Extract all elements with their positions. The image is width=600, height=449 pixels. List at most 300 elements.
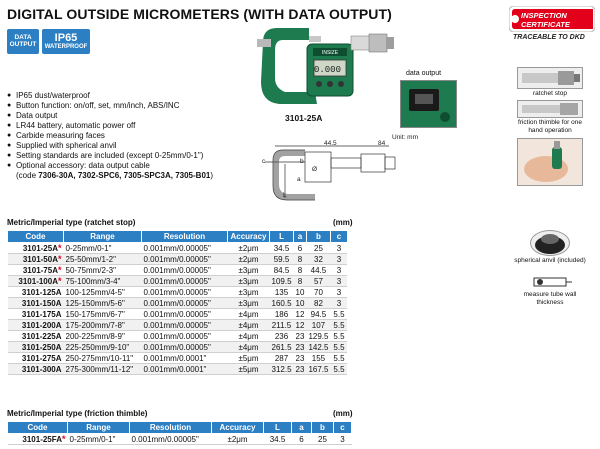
cell-L-text: 34.5	[269, 434, 286, 444]
dim-44-5: 44.5	[324, 140, 337, 147]
cell-a-text: 12	[295, 309, 305, 319]
dim-c: c	[262, 158, 266, 165]
certificate-line2: CERTIFICATE	[521, 20, 570, 29]
cell-c	[330, 243, 347, 254]
cell-b-text: 32	[314, 254, 323, 264]
col-header-resolution: Resolution	[142, 231, 228, 243]
cell-range	[64, 364, 142, 375]
cell-accuracy	[228, 309, 270, 320]
svg-text:0.000: 0.000	[313, 65, 341, 75]
col-header-code: Code	[8, 422, 68, 434]
cell-c	[330, 353, 347, 364]
table-header-row	[8, 231, 348, 243]
cell-resolution-text: 0.001mm/0.00005"	[131, 434, 199, 444]
cell-code-text: 3101-300A	[21, 364, 62, 374]
star-icon: *	[57, 243, 62, 253]
cell-accuracy-text: ±4μm	[238, 309, 259, 319]
cell-range	[64, 254, 142, 265]
col-header-a: a	[294, 231, 307, 243]
cell-range	[64, 243, 142, 254]
cell-code-text: 3101-175A	[21, 309, 62, 319]
ratchet-stop-spec-table	[7, 230, 348, 375]
cell-L	[270, 320, 294, 331]
cell-a-text: 8	[297, 276, 303, 286]
cell-accuracy	[228, 364, 270, 375]
cell-c-text: 3	[336, 265, 342, 275]
cell-range-text: 250-275mm/10-11"	[65, 353, 134, 363]
cell-a-text: 8	[297, 265, 303, 275]
feature-item: ● Data output	[7, 111, 213, 121]
cell-b	[306, 353, 330, 364]
cell-b-text: 25	[318, 434, 327, 444]
cell-accuracy-text: ±3μm	[238, 276, 259, 286]
cell-code	[8, 276, 64, 287]
table-row	[8, 331, 348, 342]
cell-L-text: 287	[274, 353, 289, 363]
cell-range	[64, 265, 142, 276]
cell-L-text: 186	[274, 309, 289, 319]
cell-L-text: 160.5	[271, 298, 292, 308]
hand-icon	[518, 139, 582, 185]
col-header-range: Range	[68, 422, 130, 434]
cell-b	[306, 342, 330, 353]
cell-code	[8, 342, 64, 353]
cell-resolution-text: 0.001mm/0.00005"	[143, 276, 211, 286]
col-header-c: c	[334, 422, 352, 434]
cell-c-text: 3	[336, 298, 342, 308]
ip65-badge-line2: WATERPROOF	[44, 44, 88, 51]
cell-L	[270, 287, 294, 298]
feature-badges	[7, 29, 90, 54]
star-icon: *	[61, 434, 66, 444]
cell-accuracy	[228, 276, 270, 287]
cell-accuracy	[228, 320, 270, 331]
cell-resolution-text: 0.001mm/0.00005"	[143, 254, 211, 264]
cell-range-text: 200-225mm/8-9"	[65, 331, 125, 341]
cell-b	[306, 298, 330, 309]
cell-range-text: 75-100mm/3-4"	[65, 276, 121, 286]
cell-c-text: 3	[336, 287, 342, 297]
certificate-line1: INSPECTION	[521, 11, 567, 20]
feature-item: ● IP65 dust/waterproof	[7, 91, 213, 101]
cell-resolution-text: 0.001mm/0.00005"	[143, 342, 211, 352]
cell-code-text: 3101-25A	[22, 244, 58, 253]
table1-unit: (mm)	[333, 218, 353, 227]
cell-resolution-text: 0.001mm/0.00005"	[143, 309, 211, 319]
certificate-line3: TRACEABLE TO DKD	[513, 34, 585, 41]
cell-a-text: 23	[295, 331, 305, 341]
cell-c	[330, 309, 347, 320]
cell-c	[330, 298, 347, 309]
table-row	[8, 364, 348, 375]
cell-c-text: 5.5	[333, 320, 345, 330]
accessory-codes-suffix: )	[210, 171, 214, 180]
col-header-b: b	[306, 231, 330, 243]
cell-range	[64, 276, 142, 287]
cell-a	[294, 298, 307, 309]
drawing-unit: Unit: mm	[392, 134, 418, 141]
feature-list	[7, 91, 213, 181]
cell-resolution	[142, 342, 228, 353]
cell-code	[8, 254, 64, 265]
cell-b	[306, 276, 330, 287]
feature-item: ● Button function: on/off, set, mm/inch, ABS/INC	[7, 101, 213, 111]
cell-resolution-text: 0.001mm/0.00005"	[143, 298, 211, 308]
cell-accuracy-text: ±5μm	[238, 364, 259, 374]
col-header-a: a	[292, 422, 312, 434]
table-row	[8, 287, 348, 298]
cell-range	[64, 353, 142, 364]
cell-range-text: 150-175mm/6-7"	[65, 309, 125, 319]
cell-a	[294, 254, 307, 265]
tube-measure-icon	[528, 274, 572, 290]
ratchet-stop-table-body	[8, 243, 348, 375]
cell-a-text: 10	[295, 298, 305, 308]
cell-code	[8, 265, 64, 276]
cell-b	[306, 243, 330, 254]
cell-accuracy-text: ±3μm	[238, 298, 259, 308]
cell-b-text: 155	[311, 353, 326, 363]
cell-accuracy	[228, 298, 270, 309]
cell-resolution-text: 0.001mm/0.00005"	[143, 243, 211, 253]
spherical-anvil-caption: spherical anvil (included)	[514, 257, 586, 264]
cell-L-text: 135	[274, 287, 289, 297]
col-header-c: c	[330, 231, 347, 243]
table-row	[8, 342, 348, 353]
cell-code-text: 3101-75A	[22, 266, 58, 275]
star-icon: *	[57, 265, 62, 275]
cell-range	[64, 342, 142, 353]
cell-code	[8, 353, 64, 364]
star-icon: *	[57, 254, 62, 264]
accessory-codes-prefix: (code	[16, 171, 39, 180]
cell-c-text: 5.5	[333, 353, 345, 363]
spherical-anvil-image	[530, 230, 570, 256]
cell-a	[294, 331, 307, 342]
col-header-L: L	[264, 422, 292, 434]
cell-a-text: 6	[297, 243, 303, 253]
feature-item: ● Carbide measuring faces	[7, 131, 213, 141]
cell-L	[270, 276, 294, 287]
table-row	[8, 254, 348, 265]
cell-resolution-text: 0.001mm/0.00005"	[143, 331, 211, 341]
cell-c	[330, 287, 347, 298]
inspection-certificate-logo	[509, 6, 595, 44]
cell-range	[68, 434, 130, 445]
cell-code-text: 3101-125A	[21, 287, 62, 297]
product-code-label: 3101-25A	[285, 113, 323, 123]
cell-c-text: 3	[336, 276, 342, 286]
table2-title: Metric/Imperial type (friction thimble)	[7, 409, 148, 418]
col-header-resolution: Resolution	[130, 422, 212, 434]
feature-item: ● Optional accessory: data output cable	[7, 161, 213, 171]
cell-c-text: 5.5	[333, 364, 345, 374]
cell-resolution	[142, 298, 228, 309]
cell-a-text: 10	[295, 287, 305, 297]
svg-text:INSIZE: INSIZE	[321, 50, 339, 56]
cell-code	[8, 309, 64, 320]
cell-L-text: 109.5	[271, 276, 292, 286]
cell-resolution	[142, 364, 228, 375]
cell-b	[306, 364, 330, 375]
cell-L-text: 211.5	[271, 320, 292, 330]
cell-range-text: 275-300mm/11-12"	[65, 364, 134, 374]
cell-resolution	[142, 309, 228, 320]
cell-resolution	[142, 353, 228, 364]
cell-b	[306, 265, 330, 276]
cell-accuracy-text: ±2μm	[238, 243, 259, 253]
friction-thimble-spec-table	[7, 421, 352, 445]
cell-resolution-text: 0.001mm/0.0001"	[143, 353, 207, 363]
cell-c-text: 5.5	[333, 342, 345, 352]
star-icon: *	[57, 276, 62, 286]
cell-c-text: 5.5	[333, 309, 345, 319]
dim-b: b	[300, 158, 304, 165]
cell-range-text: 0-25mm/0-1"	[69, 434, 116, 444]
cell-b	[306, 254, 330, 265]
cell-code-text: 3101-200A	[21, 320, 62, 330]
cell-code-text: 3101-50A	[22, 255, 58, 264]
cell-c	[330, 276, 347, 287]
table-row	[8, 309, 348, 320]
cell-resolution	[142, 287, 228, 298]
cell-L	[270, 353, 294, 364]
dim-L: L	[283, 192, 287, 199]
cell-accuracy-text: ±5μm	[238, 353, 259, 363]
cell-b-text: 82	[314, 298, 323, 308]
cell-L-text: 236	[274, 331, 289, 341]
cell-accuracy-text: ±3μm	[238, 287, 259, 297]
cell-L-text: 261.5	[271, 342, 292, 352]
table-row	[8, 320, 348, 331]
col-header-accuracy: Accuracy	[228, 231, 270, 243]
cell-range	[64, 287, 142, 298]
cell-c	[330, 331, 347, 342]
col-header-code: Code	[8, 231, 64, 243]
cell-b-text: 167.5	[308, 364, 329, 374]
cell-a-text: 12	[295, 320, 305, 330]
col-header-accuracy: Accuracy	[212, 422, 264, 434]
cell-b	[306, 320, 330, 331]
cell-range-text: 100-125mm/4-5"	[65, 287, 125, 297]
feature-item: ● LR44 battery, automatic power off	[7, 121, 213, 131]
cell-code	[8, 243, 64, 254]
cell-L	[270, 364, 294, 375]
cell-a-text: 23	[295, 342, 305, 352]
cell-resolution	[142, 254, 228, 265]
cell-range-text: 50-75mm/2-3"	[65, 265, 116, 275]
feature-item: ● Supplied with spherical anvil	[7, 141, 213, 151]
data-output-label: data output	[406, 70, 442, 77]
cell-c-text: 3	[340, 434, 345, 444]
cell-a-text: 23	[295, 364, 305, 374]
ratchet-stop-caption: ratchet stop	[533, 90, 567, 97]
table-row	[8, 276, 348, 287]
ratchet-stop-image	[517, 67, 583, 89]
accessory-codes-list: 7306-30A, 7302-SPC6, 7305-SPC3A, 7305-B01	[38, 171, 211, 180]
cell-resolution-text: 0.001mm/0.00005"	[143, 287, 211, 297]
cell-c	[330, 320, 347, 331]
cell-accuracy	[212, 434, 264, 445]
cell-code	[8, 320, 64, 331]
cell-a	[294, 287, 307, 298]
table2-unit: (mm)	[333, 409, 353, 418]
cell-resolution	[142, 276, 228, 287]
table1-title: Metric/Imperial type (ratchet stop)	[7, 218, 136, 227]
cell-code-text: 3101-150A	[21, 298, 62, 308]
dim-84: 84	[378, 140, 386, 147]
friction-thimble-caption: friction thimble for one hand operation	[518, 119, 582, 134]
cell-a	[294, 342, 307, 353]
cell-L-text: 34.5	[273, 243, 290, 253]
cell-a-text: 8	[297, 254, 303, 264]
data-output-badge-line1: DATA	[14, 33, 32, 41]
ip65-badge	[42, 29, 90, 54]
cell-L	[270, 243, 294, 254]
cell-c	[330, 254, 347, 265]
cell-accuracy-text: ±4μm	[238, 331, 259, 341]
table-header-row	[8, 422, 352, 434]
cell-b	[312, 434, 334, 445]
cell-accuracy-text: ±4μm	[238, 342, 259, 352]
cell-b-text: 57	[314, 276, 323, 286]
cell-accuracy-text: ±3μm	[238, 265, 259, 275]
cell-resolution	[142, 243, 228, 254]
table-row	[8, 434, 352, 445]
cell-b	[306, 287, 330, 298]
cell-L	[270, 309, 294, 320]
cell-accuracy	[228, 342, 270, 353]
accessory-codes	[7, 171, 213, 181]
cell-code	[8, 364, 64, 375]
cell-range	[64, 298, 142, 309]
cell-range-text: 0-25mm/0-1"	[65, 243, 112, 253]
cell-accuracy	[228, 287, 270, 298]
cell-code-text: 3101-225A	[21, 331, 62, 341]
cell-a	[294, 320, 307, 331]
cell-range-text: 25-50mm/1-2"	[65, 254, 116, 264]
cell-resolution	[142, 320, 228, 331]
cell-code-text: 3101-275A	[21, 353, 62, 363]
table-row	[8, 243, 348, 254]
cell-code	[8, 331, 64, 342]
cell-a	[294, 353, 307, 364]
cell-b-text: 142.5	[308, 342, 329, 352]
cell-L	[270, 342, 294, 353]
cell-b-text: 44.5	[310, 265, 327, 275]
cell-accuracy-text: ±4μm	[238, 320, 259, 330]
tube-measure-caption: measure tube wall thickness	[523, 291, 577, 306]
cell-c	[330, 364, 347, 375]
cell-L-text: 59.5	[273, 254, 290, 264]
cell-code-text: 3101-100A	[18, 277, 58, 286]
cell-b-text: 107	[311, 320, 326, 330]
table-row	[8, 298, 348, 309]
friction-thimble-table-body	[8, 434, 352, 445]
spherical-anvil-icon	[531, 231, 569, 255]
table-row	[8, 265, 348, 276]
cell-c	[334, 434, 352, 445]
cell-range-text: 125-150mm/5-6"	[65, 298, 125, 308]
cell-resolution-text: 0.001mm/0.00005"	[143, 265, 211, 275]
cell-b-text: 25	[314, 243, 323, 253]
cell-L	[270, 298, 294, 309]
dim-a: a	[297, 176, 301, 183]
cell-L-text: 84.5	[273, 265, 290, 275]
cell-range-text: 225-250mm/9-10"	[65, 342, 130, 352]
cell-code-text: 3101-25FA	[22, 435, 62, 444]
cell-a	[292, 434, 312, 445]
cell-L	[270, 254, 294, 265]
cell-accuracy	[228, 243, 270, 254]
cell-range	[64, 309, 142, 320]
cell-accuracy	[228, 331, 270, 342]
feature-item: ● Setting standards are included (except 0-25mm/0-1")	[7, 151, 213, 161]
cell-accuracy	[228, 353, 270, 364]
cell-L	[270, 265, 294, 276]
table-row	[8, 353, 348, 364]
cell-b	[306, 331, 330, 342]
col-header-range: Range	[64, 231, 142, 243]
cell-L-text: 312.5	[271, 364, 292, 374]
cell-accuracy-text: ±2μm	[227, 434, 248, 444]
cell-a	[294, 309, 307, 320]
cell-b-text: 70	[314, 287, 323, 297]
cell-a-text: 6	[299, 434, 304, 444]
cell-c	[330, 342, 347, 353]
cell-c	[330, 265, 347, 276]
cell-resolution	[142, 331, 228, 342]
cell-accuracy	[228, 265, 270, 276]
dimension-drawing	[265, 138, 425, 208]
cell-resolution-text: 0.001mm/0.0001"	[143, 364, 207, 374]
cell-code	[8, 434, 68, 445]
hand-operation-image	[517, 138, 583, 186]
col-header-L: L	[270, 231, 294, 243]
cell-code	[8, 287, 64, 298]
cell-a	[294, 276, 307, 287]
data-output-port-image	[400, 80, 457, 128]
cell-a-text: 23	[295, 353, 305, 363]
cell-range	[64, 331, 142, 342]
cell-accuracy-text: ±2μm	[238, 254, 259, 264]
ip65-badge-line1: IP65	[54, 31, 78, 44]
friction-thimble-icon	[518, 101, 582, 117]
cell-accuracy	[228, 254, 270, 265]
data-port-icon	[401, 81, 456, 127]
cell-b-text: 129.5	[308, 331, 329, 341]
cell-L	[270, 331, 294, 342]
cell-b-text: 94.5	[310, 309, 327, 319]
cell-L	[264, 434, 292, 445]
cell-code	[8, 298, 64, 309]
cell-b	[306, 309, 330, 320]
cell-resolution	[142, 265, 228, 276]
micrometer-product-image	[255, 22, 395, 114]
cell-resolution-text: 0.001mm/0.00005"	[143, 320, 211, 330]
cell-code-text: 3101-250A	[21, 342, 62, 352]
cell-c-text: 5.5	[333, 331, 345, 341]
friction-thimble-image	[517, 100, 583, 118]
cell-a	[294, 364, 307, 375]
page-title: DIGITAL OUTSIDE MICROMETERS (WITH DATA OUTPUT)	[7, 6, 392, 22]
cell-a	[294, 265, 307, 276]
cell-resolution	[130, 434, 212, 445]
cell-c-text: 3	[336, 254, 342, 264]
tube-measure-diagram	[528, 274, 572, 290]
cell-a	[294, 243, 307, 254]
cell-range-text: 175-200mm/7-8"	[65, 320, 125, 330]
